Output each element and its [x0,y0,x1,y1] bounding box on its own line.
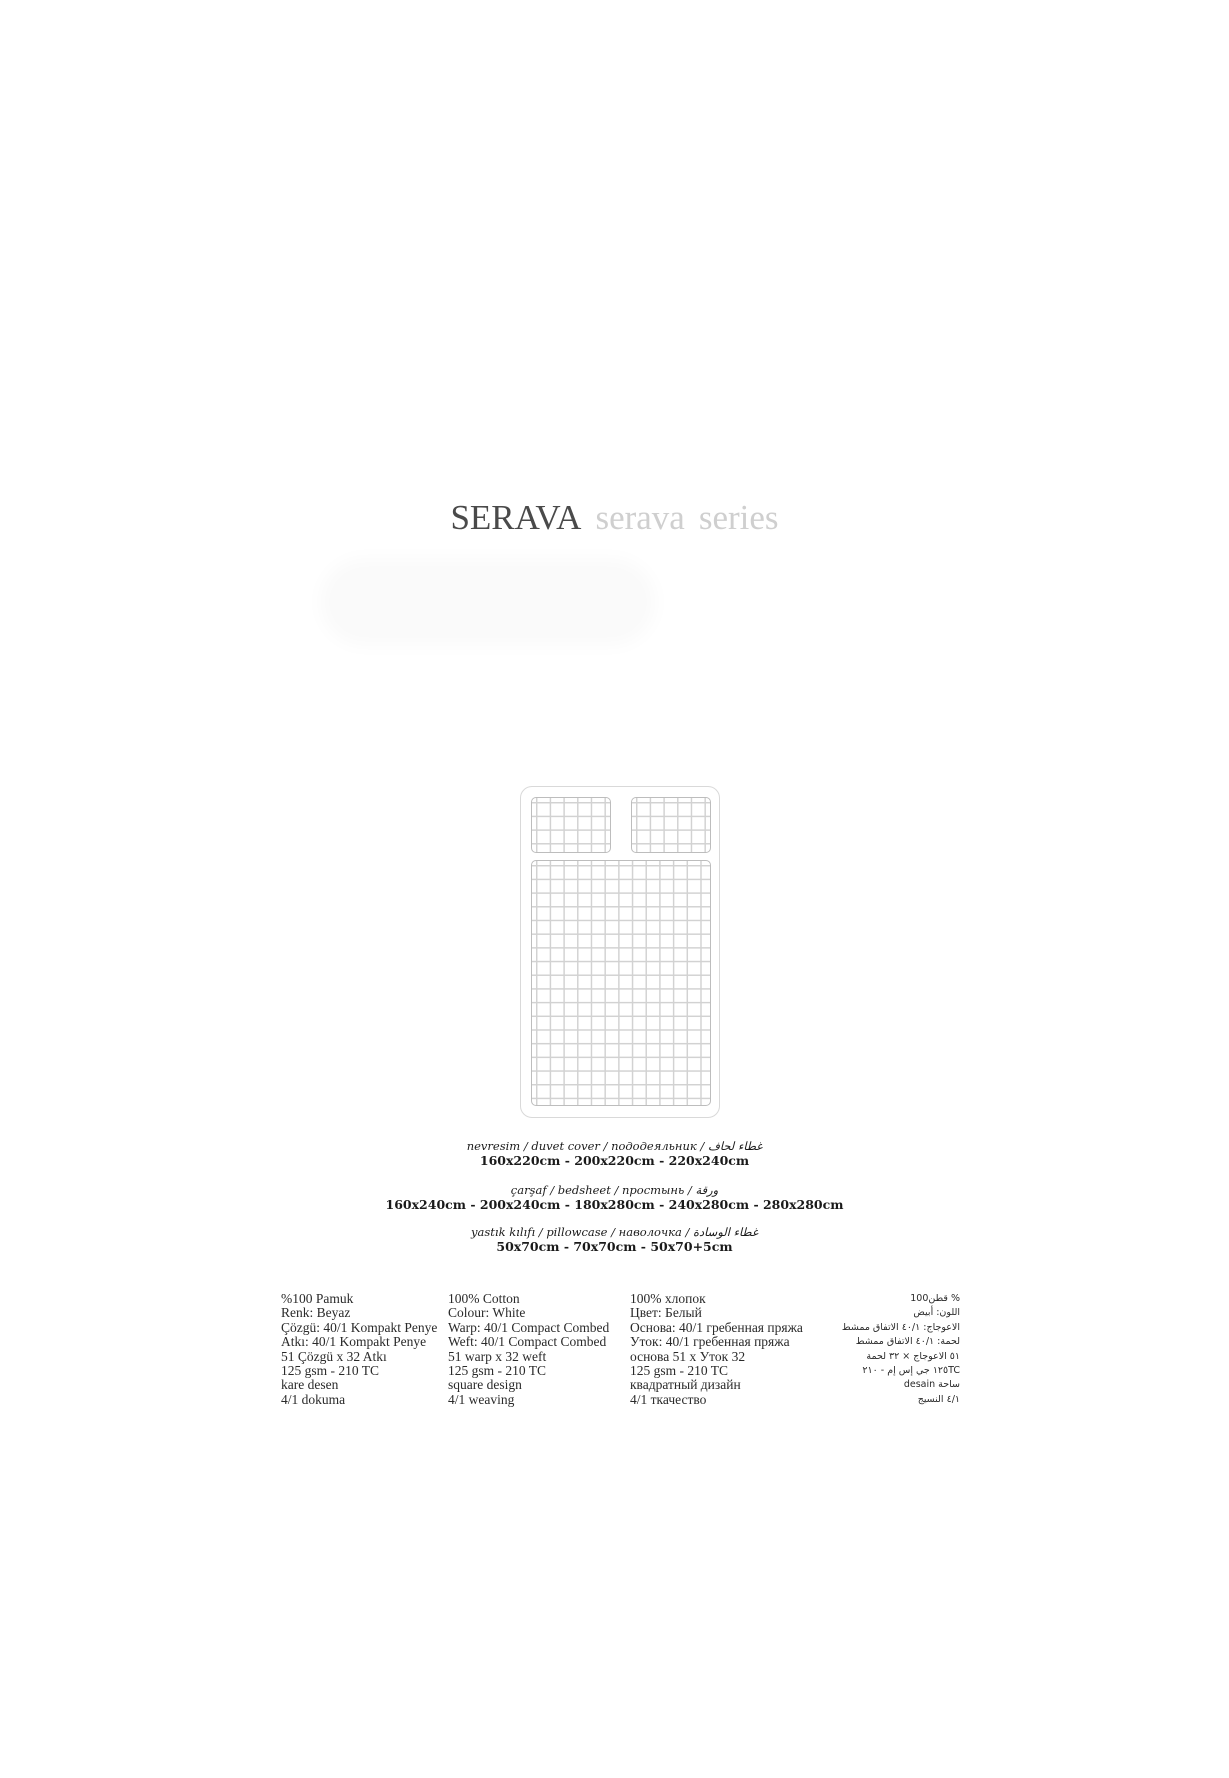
spec-line: ٥١ الاعوجاج × ٣٢ لحمة [866,1350,960,1362]
pillowcase-dimensions: 50x70cm - 70x70cm - 50x70+5cm [496,1239,733,1254]
spec-line: 100% хлопок [630,1291,706,1306]
spec-line: Renk: Beyaz [281,1305,351,1321]
bedsheet-label: çarşaf / bedsheet / простынь / ورقة [510,1183,719,1197]
duvet-pattern [531,860,711,1106]
series-name: serava [595,498,685,537]
spec-line: ١٢٥TC جي إس إم - ٢١٠ [862,1364,960,1376]
spec-line: Colour: White [448,1305,526,1321]
spec-line: 4/1 dokuma [281,1391,346,1407]
brand-name: SERAVA [450,498,582,537]
spec-line: Çözgü: 40/1 Kompakt Penye [281,1319,438,1335]
spec-line: 125 gsm - 210 TC [630,1362,729,1378]
pillowcase-sizes [0,1225,1229,1254]
spec-line: kare desen [281,1377,339,1393]
spec-line: %100 Pamuk [281,1291,354,1306]
specs-english [448,1292,609,1407]
spec-line: اللون: أبيض [913,1307,960,1319]
specs-russian [630,1292,803,1407]
spec-line: основа 51 x Уток 32 [630,1348,746,1364]
specs-turkish [281,1292,437,1407]
spec-line: Уток: 40/1 гребенная пряжа [630,1334,790,1350]
duvet-cover-label: nevresim / duvet cover / пододеяльник / غطاء لحاف [466,1139,763,1153]
spec-line: 125 gsm - 210 TC [448,1362,547,1378]
series-word: series [698,498,779,537]
spec-line: 100% Cotton [448,1291,520,1306]
pillow-right-pattern [631,797,711,853]
faded-smudge [330,568,646,636]
spec-line: % قطن100 [910,1293,960,1304]
spec-line: Основа: 40/1 гребенная пряжа [630,1319,803,1335]
bedsheet-dimensions: 160x240cm - 200x240cm - 180x280cm - 240x280cm - 280x280cm [385,1197,844,1212]
spec-line: 4/1 weaving [448,1391,515,1407]
pillow-left-pattern [531,797,611,853]
spec-line: ساحة desain [903,1379,960,1391]
bedsheet-sizes [0,1183,1229,1212]
spec-line: 51 Çözgü x 32 Atkı [281,1348,387,1364]
spec-line: Atkı: 40/1 Kompakt Penye [281,1334,427,1350]
spec-line: 51 warp x 32 weft [448,1348,547,1364]
spec-line: لحمة: ٤٠/١ الاتفاق ممشط [855,1336,960,1348]
duvet-cover-dimensions: 160x220cm - 200x220cm - 220x240cm [479,1153,750,1168]
spec-line: квадратный дизайн [630,1377,741,1393]
spec-line: الاعوجاج: ٤٠/١ الاتفاق ممشط [841,1321,960,1333]
spec-line: Warp: 40/1 Compact Combed [448,1319,610,1335]
pillowcase-label: yastık kılıfı / pillowcase / наволочка / غطاء الوسادة [471,1225,758,1239]
spec-line: Цвет: Белый [630,1305,702,1321]
spec-line: 125 gsm - 210 TC [281,1362,380,1378]
spec-line: 4/1 ткачество [630,1391,707,1407]
spec-line: Weft: 40/1 Compact Combed [448,1334,607,1350]
spec-line: ٤/١ النسيج [917,1393,960,1405]
bed-diagram [520,786,720,1118]
duvet-cover-sizes [0,1139,1229,1168]
spec-line: square design [448,1377,522,1393]
specs-arabic [840,1292,960,1407]
collection-title [0,498,1229,538]
